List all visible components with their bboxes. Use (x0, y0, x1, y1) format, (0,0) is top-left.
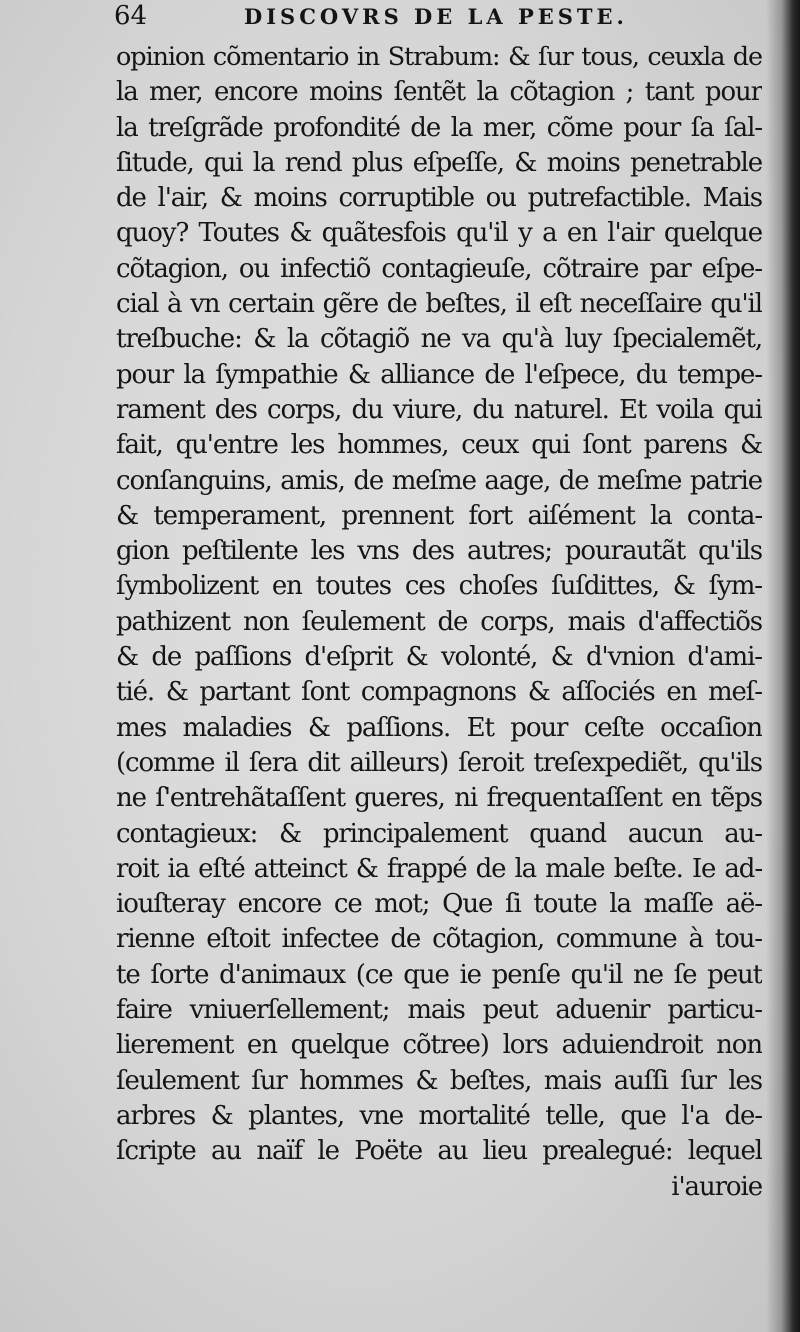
text-line: fait, qu'entre les hommes, ceux qui ſont parens & (116, 430, 762, 461)
text-line: contagieux: & principalement quand aucun au- (116, 818, 762, 849)
text-line: quoy? Toutes & quãtesfois qu'il y a en l'air quelque (116, 218, 762, 249)
text-line: mes maladies & paſſions. Et pour ceſte occaſion (116, 712, 762, 743)
text-line: gion peſtilente les vns des autres; pourautãt qu'ils (116, 536, 762, 567)
text-line: & temperament, prennent fort aiſément la conta- (116, 500, 762, 531)
text-line: la mer, encore moins ſentẽt la cõtagion ; tant pour (116, 77, 762, 108)
running-head: DISCOVRS DE LA PESTE. (244, 4, 628, 29)
text-line: ſcripte au naïf le Poëte au lieu prealegué: lequel (116, 1136, 762, 1167)
text-line: arbres & plantes, vne mortalité telle, que l'a de- (116, 1100, 762, 1131)
text-line: faire vniuerſellement; mais peut aduenir particu- (116, 995, 762, 1026)
text-line: rienne eſtoit infectee de cõtagion, commune à tou- (116, 924, 762, 955)
text-line: de l'air, & moins corruptible ou putrefactible. Mais (116, 183, 762, 214)
text-line: cõtagion, ou infectiõ contagieuſe, cõtraire par eſpe- (116, 253, 762, 284)
text-line: treſbuche: & la cõtagiõ ne va qu'à luy ſpecialemẽt, (116, 324, 762, 355)
text-line: opinion cõmentario in Strabum: & ſur tous, ceuxla de (116, 42, 762, 72)
page-gutter-shadow (766, 0, 800, 1332)
text-line: cial à vn certain gẽre de beſtes, il eſt neceſſaire qu'il (116, 289, 762, 320)
text-line: iouſteray encore ce mot; Que ſi toute la maſſe aë- (116, 889, 762, 920)
text-line: pathizent non ſeulement de corps, mais d'affectiõs (116, 606, 762, 637)
page-number: 64 (114, 1, 148, 31)
text-line: la treſgrãde profondité de la mer, cõme pour ſa ſal- (116, 112, 762, 143)
text-line: ne ſ'entrehãtaſſent gueres, ni frequentaſſent en tẽps (116, 783, 762, 814)
text-line: te ſorte d'animaux (ce que ie penſe qu'il ne ſe peut (116, 959, 762, 990)
text-line: tié. & partant ſont compagnons & aſſociés en meſ- (116, 677, 762, 708)
page-header (114, 2, 764, 32)
body-text (116, 40, 762, 1205)
text-line: & de paſſions d'eſprit & volonté, & d'vnion d'ami- (116, 642, 762, 673)
text-line: lierement en quelque cõtree) lors aduiendroit non (116, 1030, 762, 1061)
text-line: ſeulement ſur hommes & beſtes, mais auſſi ſur les (116, 1065, 762, 1096)
text-line: pour la ſympathie & alliance de l'eſpece, du tempe- (116, 359, 762, 390)
text-line: (comme il ſera dit ailleurs) ſeroit treſexpediẽt, qu'ils (116, 747, 762, 778)
text-line: conſanguins, amis, de meſme aage, de meſme patrie (116, 465, 762, 496)
text-line: i'auroie (671, 1171, 762, 1202)
text-line: roit ia eſté atteinct & frappé de la male beſte. Ie ad- (116, 853, 762, 884)
text-line: rament des corps, du viure, du naturel. Et voila qui (116, 394, 762, 425)
text-line: ſitude, qui la rend plus eſpeſſe, & moins penetrable (116, 147, 762, 178)
text-line: ſymbolizent en toutes ces choſes ſuſdittes, & ſym- (116, 571, 762, 602)
